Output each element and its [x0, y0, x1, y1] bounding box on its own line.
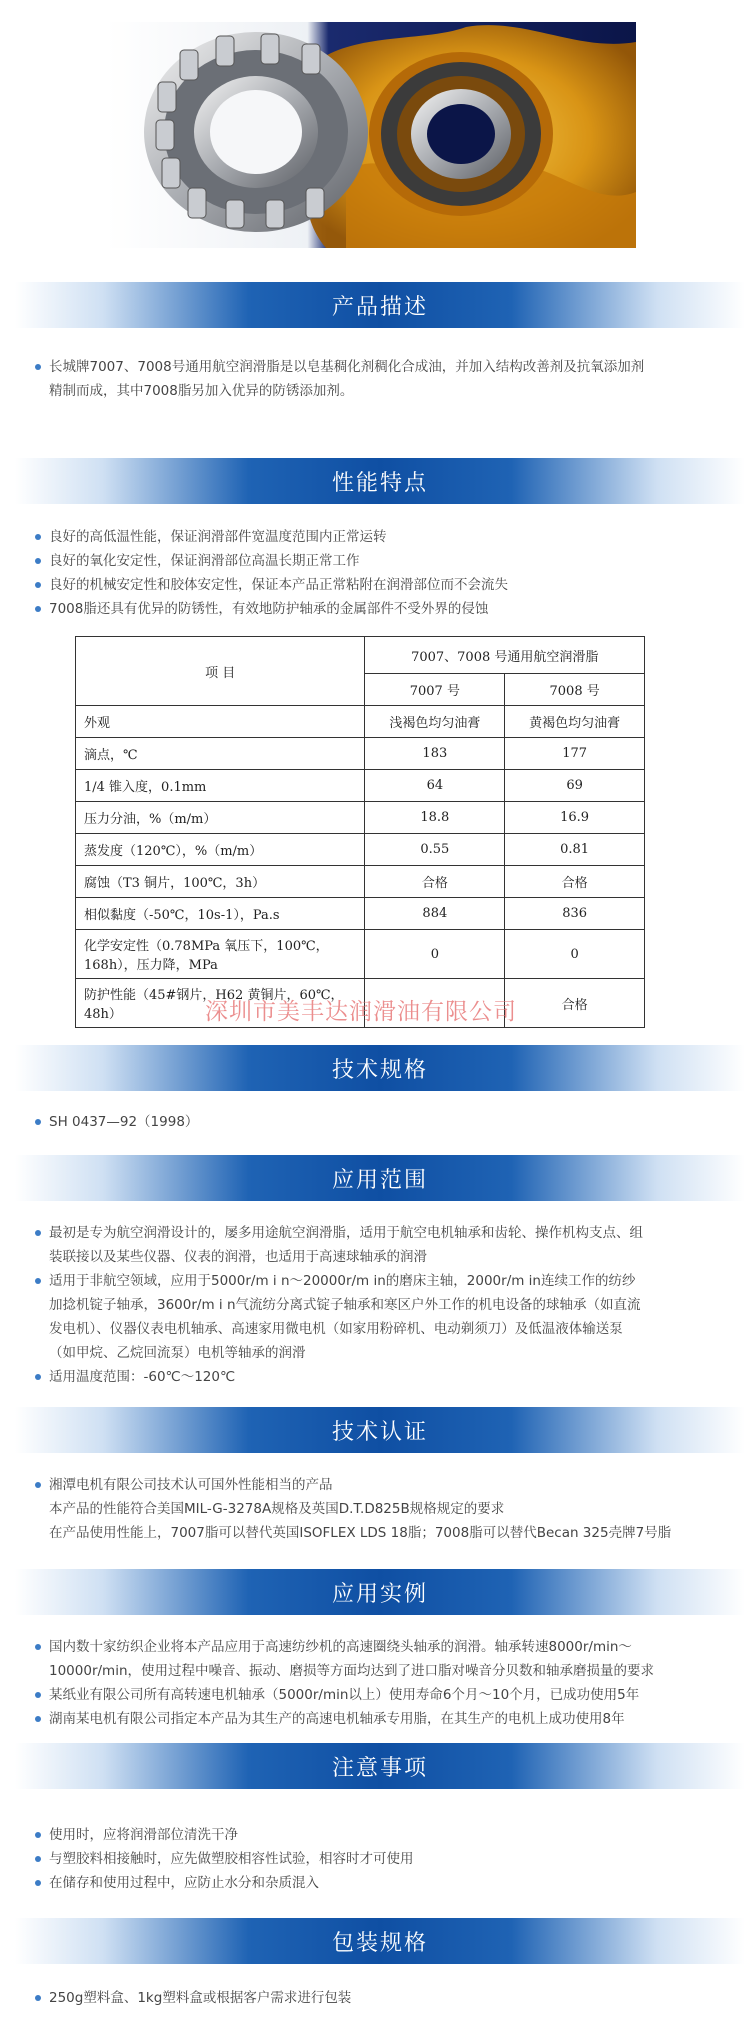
list-item: 某纸业有限公司所有高转速电机轴承（5000r/min以上）使用寿命6个月～10个月，已成功使用5年 [35, 1683, 740, 1707]
bullet-icon [35, 1482, 41, 1488]
bullet-icon [35, 1692, 41, 1698]
bullet-icon [35, 1856, 41, 1862]
hero-image [106, 22, 636, 248]
table-cell: 0.81 [505, 834, 645, 866]
table-cell: 1/4 锥入度，0.1mm [76, 770, 365, 802]
table-cell: 腐蚀（T3 铜片，100℃，3h） [76, 866, 365, 898]
list-item: 使用时，应将润滑部位清洗干净 [35, 1823, 740, 1847]
certification-list [35, 1473, 740, 1545]
tech-spec-list [35, 1110, 740, 1134]
list-item: 适用于非航空领域，应用于5000r/m i n～20000r/m in的磨床主轴，2000r/m in连续工作的纺纱 [35, 1269, 740, 1293]
table-row [76, 834, 645, 866]
notes-list [35, 1823, 740, 1895]
section-header-packaging [15, 1918, 745, 1964]
list-item: 精制而成，其中7008脂另加入优异的防锈添加剂。 [49, 383, 354, 399]
list-item: 发电机）、仪器仪表电机轴承、高速家用微电机（如家用粉碎机、电动剃须刀）及低温液体输送泵 [49, 1321, 623, 1337]
bullet-icon [35, 1716, 41, 1722]
watermark: 深圳市美丰达润滑油有限公司 [205, 999, 517, 1025]
table-cell: 884 [365, 898, 505, 930]
table-cell: 浅褐色均匀油膏 [365, 706, 505, 738]
table-header-item: 项 目 [76, 637, 365, 706]
table-cell: 836 [505, 898, 645, 930]
list-item: 7008脂还具有优异的防锈性，有效地防护轴承的金属部件不受外界的侵蚀 [35, 597, 740, 621]
table-row [76, 706, 645, 738]
section-header-certification [15, 1407, 745, 1453]
table-row [76, 770, 645, 802]
list-item: 在产品使用性能上，7007脂可以替代英国ISOFLEX LDS 18脂；7008脂可以替代Becan 325壳牌7号脂 [49, 1525, 672, 1541]
list-item: 与塑胶料相接触时，应先做塑胶相容性试验，相容时才可使用 [35, 1847, 740, 1871]
section-title: 性能特点 [331, 470, 428, 496]
bullet-icon [35, 1230, 41, 1236]
list-item: 加捻机锭子轴承，3600r/m i n气流纺分离式锭子轴承和寒区户外工作的机电设备的球轴承（如直流 [49, 1297, 641, 1313]
bullet-icon [35, 1995, 41, 2001]
list-item: 10000r/min，使用过程中噪音、振动、磨损等方面均达到了进口脂对噪音分贝数和轴承磨损量的要求 [49, 1663, 655, 1679]
table-cell: 防护性能（45#钢片，H62 黄铜片，60℃，48h） [76, 979, 365, 1028]
table-cell: 18.8 [365, 802, 505, 834]
table-cell: 压力分油，%（m/m） [76, 802, 365, 834]
list-item: 湘潭电机有限公司技术认可国外性能相当的产品 [35, 1473, 740, 1497]
spec-table [75, 636, 645, 1028]
table-row [76, 637, 645, 674]
list-item: 良好的高低温性能，保证润滑部件宽温度范围内正常运转 [35, 525, 740, 549]
features-list [35, 525, 740, 621]
bullet-icon [35, 1119, 41, 1125]
section-header-examples [15, 1569, 745, 1615]
table-cell: 化学安定性（0.78MPa 氧压下，100℃，168h），压力降，MPa [76, 930, 365, 979]
list-item: 良好的机械安定性和胶体安定性，保证本产品正常粘附在润滑部位而不会流失 [35, 573, 740, 597]
list-item: 最初是专为航空润滑设计的，屡多用途航空润滑脂，适用于航空电机轴承和齿轮、操作机构支点、组 [35, 1221, 740, 1245]
description-list [35, 355, 740, 403]
list-item: 本产品的性能符合美国MIL-G-3278A规格及英国D.T.D825B规格规定的要求 [49, 1501, 505, 1517]
section-header-features [15, 458, 745, 504]
section-title: 应用实例 [331, 1581, 428, 1607]
table-cell: 0 [505, 930, 645, 979]
section-title: 产品描述 [331, 294, 428, 320]
table-row [76, 930, 645, 979]
section-header-notes [15, 1743, 745, 1789]
bullet-icon [35, 364, 41, 370]
section-header-application [15, 1155, 745, 1201]
table-header-group: 7007、7008 号通用航空润滑脂 [365, 637, 645, 674]
bullet-icon [35, 1278, 41, 1284]
bullet-icon [35, 558, 41, 564]
list-item: 适用温度范围：-60℃～120℃ [35, 1365, 740, 1389]
section-title: 注意事项 [331, 1755, 428, 1781]
table-cell: 外观 [76, 706, 365, 738]
section-title: 技术认证 [331, 1419, 428, 1445]
table-cell: 合格 [505, 866, 645, 898]
list-item: 装联接以及某些仪器、仪表的润滑，也适用于高速球轴承的润滑 [49, 1249, 427, 1265]
table-cell: 183 [365, 738, 505, 770]
list-item: （如甲烷、乙烷回流泵）电机等轴承的润滑 [49, 1345, 306, 1361]
table-cell: 相似黏度（-50℃，10s-1），Pa.s [76, 898, 365, 930]
bullet-icon [35, 1644, 41, 1650]
table-row [76, 802, 645, 834]
section-header-description [15, 282, 745, 328]
bullet-icon [35, 1880, 41, 1886]
table-header-col2: 7008 号 [505, 674, 645, 706]
bullet-icon [35, 534, 41, 540]
packaging-list [35, 1986, 740, 2010]
list-item: 良好的氧化安定性，保证润滑部位高温长期正常工作 [35, 549, 740, 573]
table-cell: 0 [365, 930, 505, 979]
table-row [76, 898, 645, 930]
table-cell: 177 [505, 738, 645, 770]
list-item: SH 0437—92（1998） [35, 1110, 740, 1134]
bullet-icon [35, 1374, 41, 1380]
section-title: 包装规格 [331, 1930, 428, 1956]
table-cell: 合格 [365, 866, 505, 898]
list-item: 在储存和使用过程中，应防止水分和杂质混入 [35, 1871, 740, 1895]
table-row [76, 866, 645, 898]
bullet-icon [35, 1832, 41, 1838]
section-header-tech-spec [15, 1045, 745, 1091]
table-cell: 蒸发度（120℃），%（m/m） [76, 834, 365, 866]
list-item: 250g塑料盒、1kg塑料盒或根据客户需求进行包装 [35, 1986, 740, 2010]
section-title: 应用范围 [331, 1167, 428, 1193]
table-cell: 16.9 [505, 802, 645, 834]
table-row [76, 738, 645, 770]
table-cell: 黄褐色均匀油膏 [505, 706, 645, 738]
table-cell: 滴点，℃ [76, 738, 365, 770]
list-item: 湖南某电机有限公司指定本产品为其生产的高速电机轴承专用脂，在其生产的电机上成功使用8年 [35, 1707, 740, 1731]
list-item: 国内数十家纺织企业将本产品应用于高速纺纱机的高速圈绕头轴承的润滑。轴承转速8000r/min～ [35, 1635, 740, 1659]
bullet-icon [35, 582, 41, 588]
bullet-icon [35, 606, 41, 612]
table-cell: 0.55 [365, 834, 505, 866]
application-list [35, 1221, 740, 1389]
bearing-grease-illustration [106, 22, 636, 248]
table-cell: 合格 [505, 979, 645, 1028]
table-header-col1: 7007 号 [365, 674, 505, 706]
table-cell: 69 [505, 770, 645, 802]
list-item: 长城牌7007、7008号通用航空润滑脂是以皂基稠化剂稠化合成油，并加入结构改善剂及抗氧添加剂 [35, 355, 740, 379]
examples-list [35, 1635, 740, 1731]
section-title: 技术规格 [331, 1057, 428, 1083]
table-cell: 64 [365, 770, 505, 802]
